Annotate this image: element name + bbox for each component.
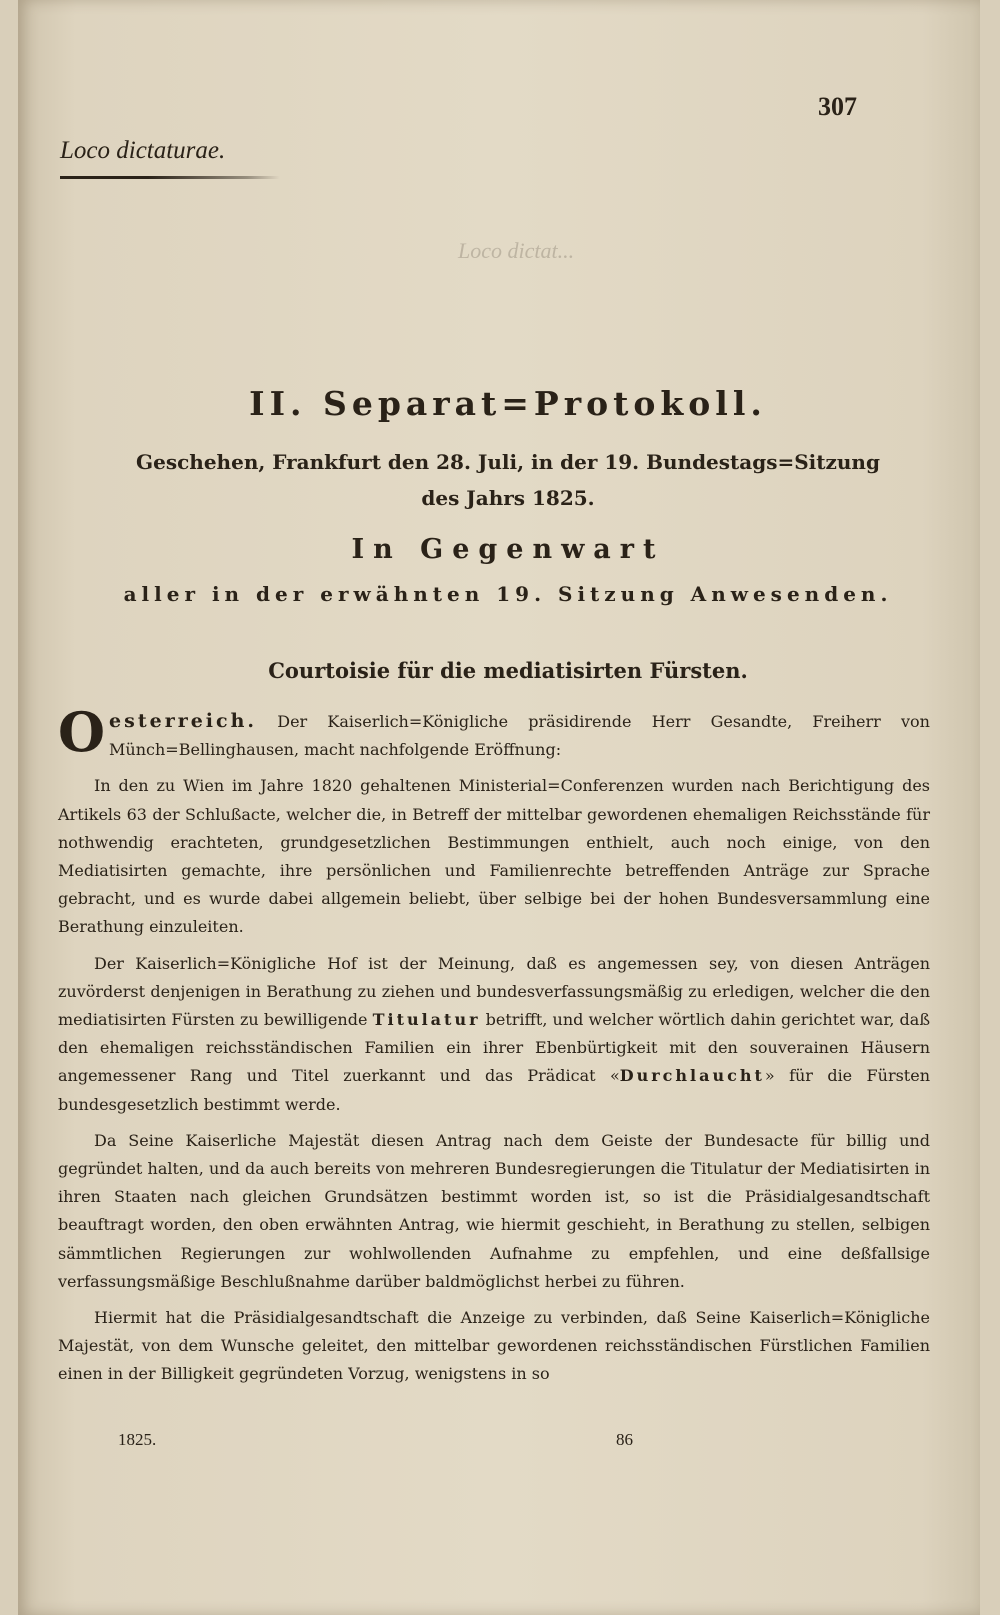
paragraph-3 <box>58 950 930 1119</box>
page-footer <box>58 1430 930 1456</box>
presence-heading: In Gegenwart <box>351 534 665 565</box>
section-heading: Courtoisie für die mediatisirten Fürsten. <box>268 658 748 683</box>
signature-mark: 86 <box>616 1430 633 1449</box>
drop-cap: O <box>58 700 106 764</box>
protocol-year-line: des Jahrs 1825. <box>421 486 595 510</box>
book-page <box>18 0 980 1615</box>
paragraph-3-text-a: Der Kaiserlich=Königliche Hof ist der Meinung, daß es angemessen sey, von diesen Anträgen zuvörderst denjenigen in Berathung zu ziehen und bundesverfassungsmäßig zu erledigen, welcher die den mediatisirten Fürsten zu bewilligende <box>58 953 930 1030</box>
running-head-rule <box>60 176 280 179</box>
paragraph-2: In den zu Wien im Jahre 1820 gehaltenen Ministerial=Conferenzen wurden nach Berichtigung des Artikels 63 der Schlußacte, welcher die, in Betreff der mittelbar gewordenen ehemaligen Reichsstände für nothwendig erachteten, grundgesetzlichen Bestimmungen enthielt, auch noch einige, von den Mediatisirten gemachte, ihre persönlichen und Familienrechte betreffenden Anträge zur Sprache gebracht, und es wurde dabei allgemein beliebt, über selbige bei der hohen Bundesversammlung eine Berathung einzuleiten. <box>58 776 930 937</box>
paragraph-1-text: Der Kaiserlich=Königliche präsidirende Herr Gesandte, Freiherr von Münch=Bellinghausen, macht nachfolgende Eröffnung: <box>109 712 930 760</box>
protocol-date-line: Geschehen, Frankfurt den 28. Juli, in der 19. Bundestags=Sitzung <box>136 450 880 474</box>
running-head: Loco dictaturae. <box>60 137 226 164</box>
page-number: 307 <box>818 92 857 121</box>
protocol-title: II. Separat=Protokoll. <box>249 384 767 423</box>
titulatur-term: Titulatur <box>372 1010 481 1030</box>
bleed-through-text: Loco dictat... <box>458 238 575 263</box>
presence-subheading: aller in der erwähnten 19. Sitzung Anwesenden. <box>123 582 893 606</box>
paragraph-4: Da Seine Kaiserliche Majestät diesen Antrag nach dem Geiste der Bundesacte für billig und gegründet halten, und da auch bereits von mehreren Bundesregierungen die Titulatur der Mediatisirten in ihren Staaten nach gleichen Grundsätzen bestimmt worden ist, so ist die Präsidialgesandtschaft beauftragt worden, den oben erwähnten Antrag, wie hiermit geschieht, in Berathung zu stellen, selbigen sämmtlichen Regierungen zur wohlwollenden Aufnahme zu empfehlen, und eine deßfallsige verfassungsmäßige Beschlußnahme darüber baldmöglichst herbei zu führen. <box>58 1130 930 1291</box>
country-name: esterreich. <box>109 710 258 732</box>
durchlaucht-term: Durchlaucht <box>619 1066 765 1086</box>
paragraph-5: Hiermit hat die Präsidialgesandtschaft die Anzeige zu verbinden, daß Seine Kaiserlich=Königliche Majestät, von dem Wunsche geleitet, den mittelbar gewordenen reichsständischen Fürstlichen Familien einen in der Billigkeit gegründeten Vorzug, wenigstens in so <box>58 1308 930 1384</box>
paragraph-3-text-b: betrifft, und welcher wörtlich dahin gerichtet war, daß den ehemaligen reichsständischen Familien ein ihrer Ebenbürtigkeit mit den souverainen Häusern angemessener Rang und Titel zuerkannt und das Prädicat « <box>58 1010 931 1086</box>
body-text <box>58 700 931 1397</box>
footer-year: 1825. <box>118 1430 157 1449</box>
paragraph-3-text-c: » für die Fürsten bundesgesetzlich bestimmt werde. <box>58 1066 930 1114</box>
paragraph-1 <box>58 700 930 764</box>
